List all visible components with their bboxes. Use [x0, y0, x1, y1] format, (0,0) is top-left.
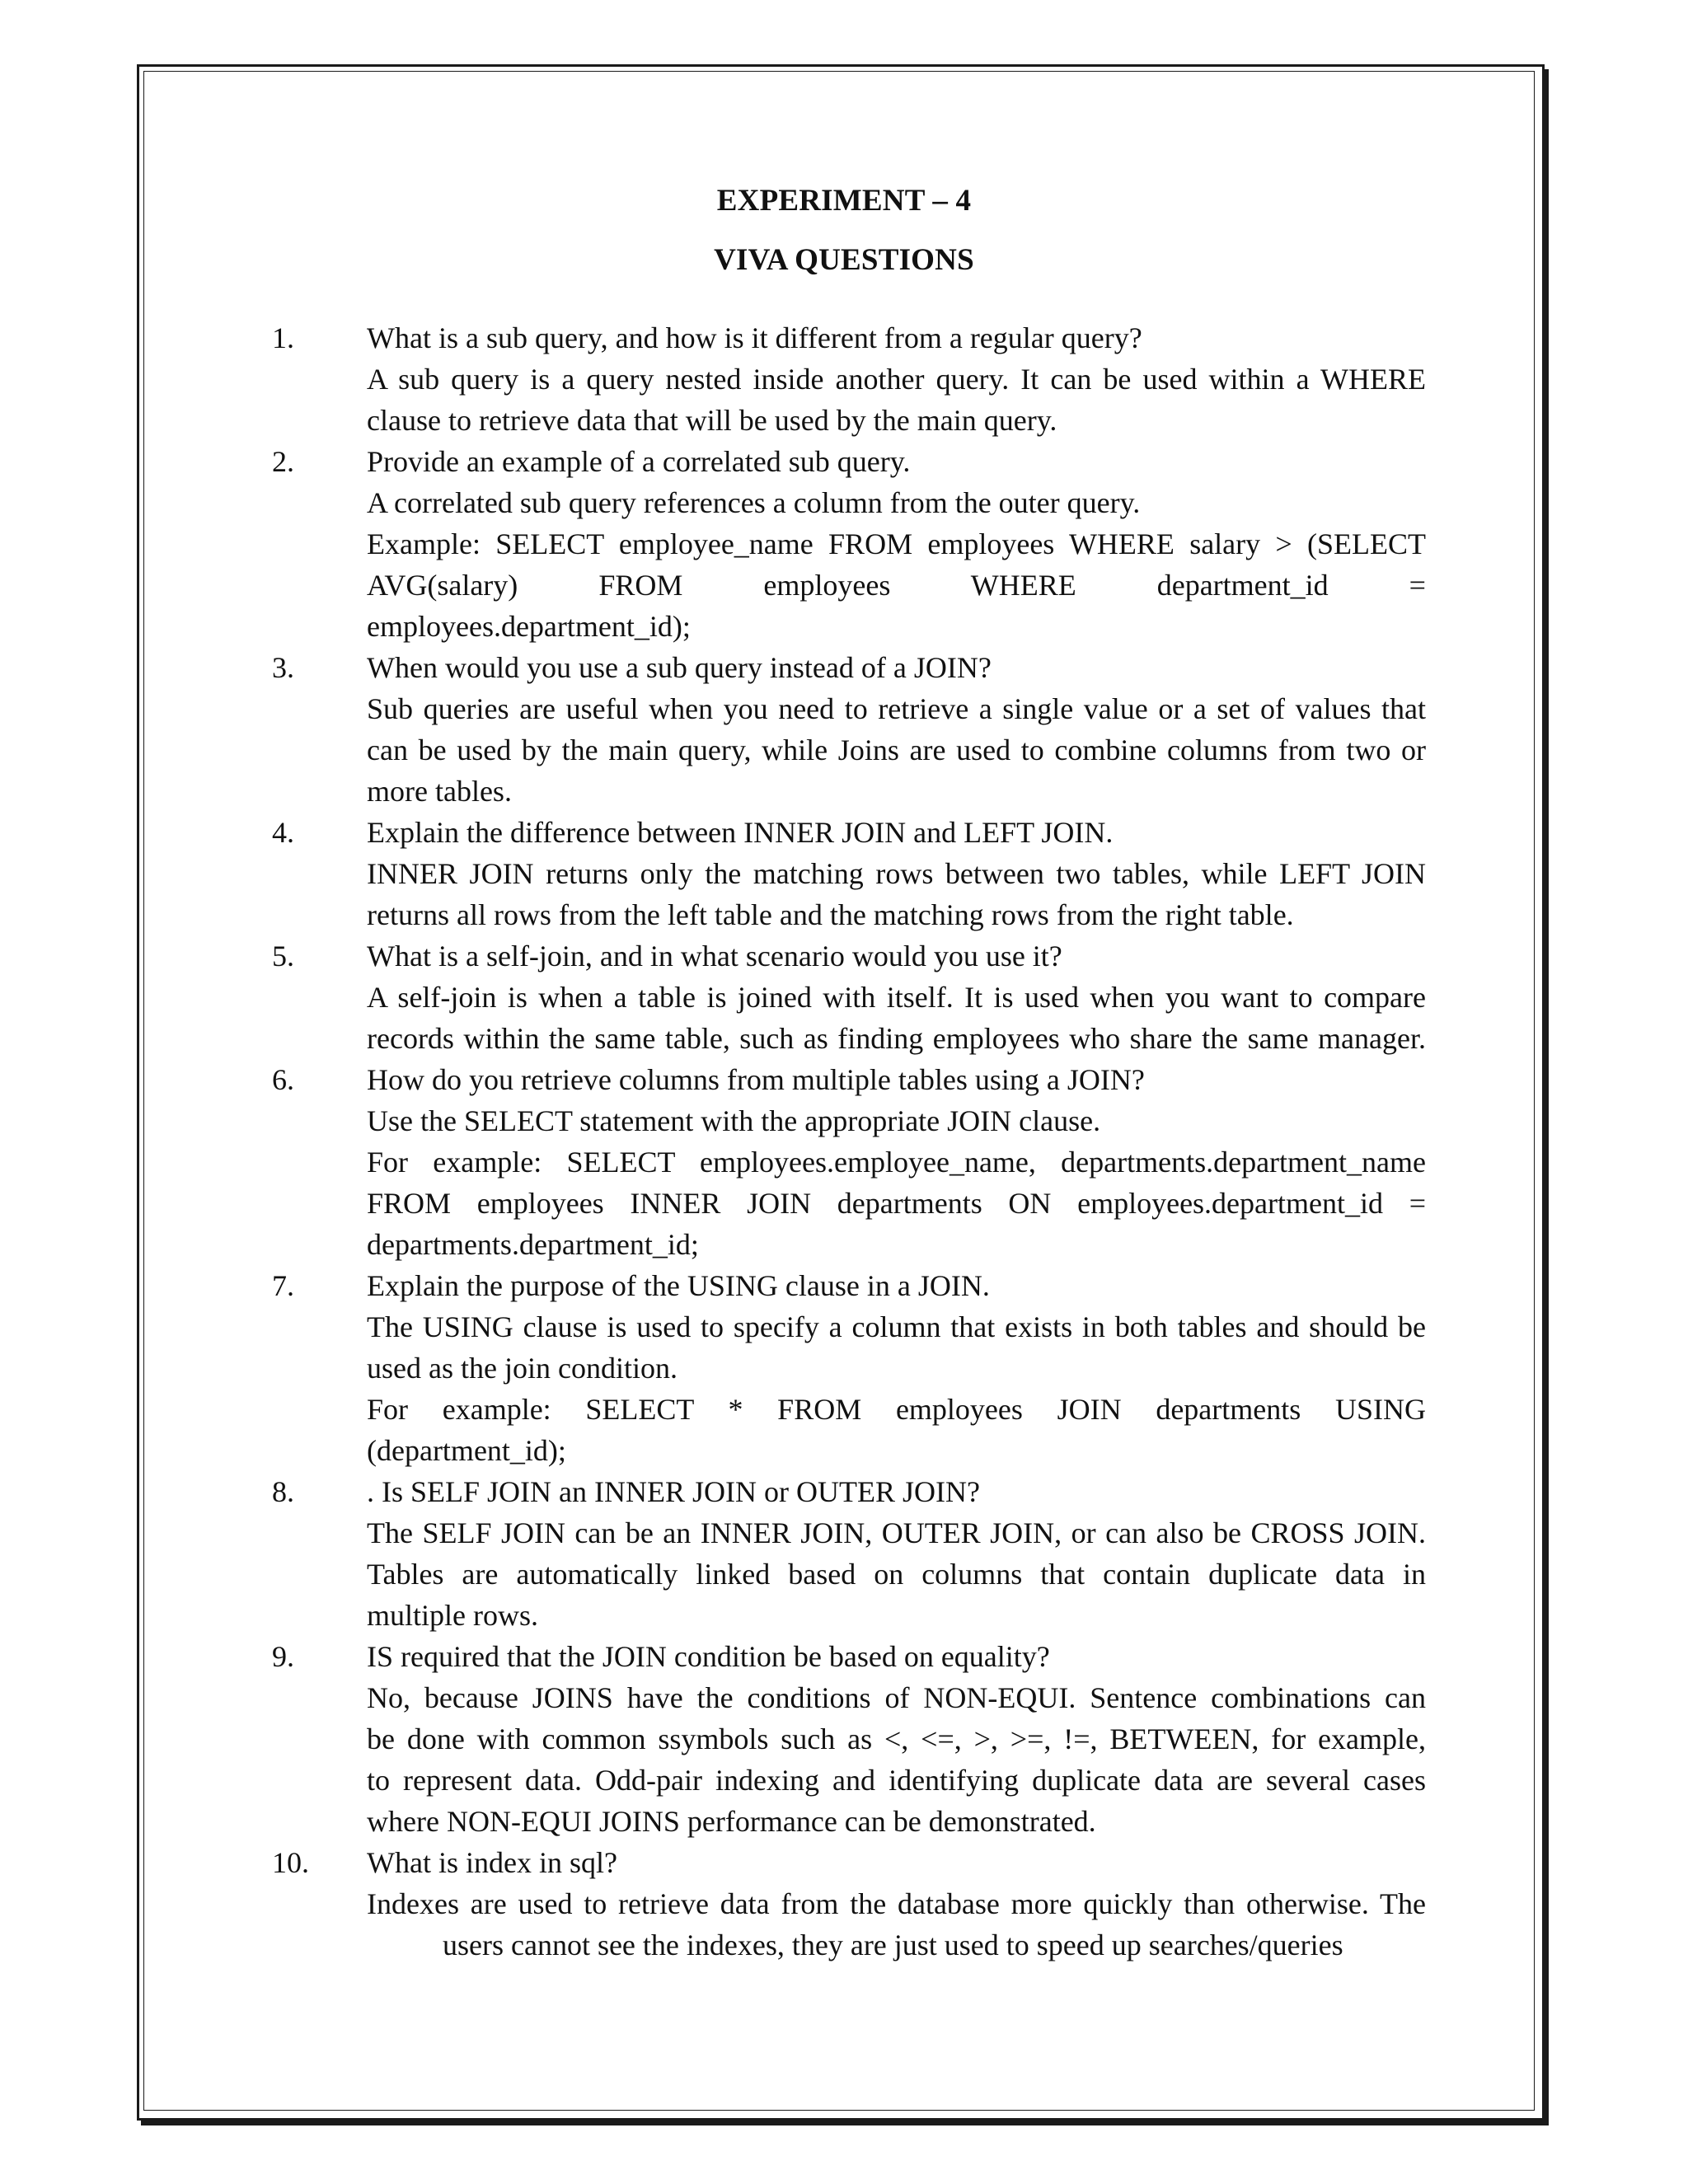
answer-text: to represent data. Odd-pair indexing and identifying duplicate data are several cases [367, 1764, 1426, 1797]
answer-text: No, because JOINS have the conditions of NON-EQUI. Sentence combinations can [367, 1681, 1426, 1714]
document-title: EXPERIMENT – 4 [716, 184, 972, 218]
answer-text: A self-join is when a table is joined with itself. It is used when you want to compare [367, 981, 1426, 1014]
answer-text: Tables are automatically linked based on columns that contain duplicate data in [367, 1558, 1426, 1591]
question-text: . Is SELF JOIN an INNER JOIN or OUTER JOIN? [367, 1475, 980, 1508]
answer-text: A sub query is a query nested inside another query. It can be used within a WHERE [367, 363, 1426, 396]
answer-text: A correlated sub query references a column from the outer query. [367, 486, 1141, 519]
question-text: What is index in sql? [367, 1846, 617, 1879]
answer-text: be done with common ssymbols such as <, <=, >, >=, !=, BETWEEN, for example, [367, 1722, 1426, 1755]
question-item [272, 441, 1426, 647]
answer-text: more tables. [367, 775, 512, 808]
question-number: 6. [272, 1063, 294, 1096]
answer-text: employees.department_id); [367, 610, 691, 643]
answer-text: FROM employees INNER JOIN departments ON employees.department_id = [367, 1187, 1426, 1220]
question-item [272, 1471, 1426, 1636]
question-number: 10. [272, 1846, 309, 1879]
answer-text: Sub queries are useful when you need to retrieve a single value or a set of values that [367, 692, 1426, 725]
question-item [272, 1842, 1426, 1966]
answer-text: Indexes are used to retrieve data from the database more quickly than otherwise. The [367, 1887, 1426, 1920]
question-number: 5. [272, 940, 294, 972]
answer-text: returns all rows from the left table and the matching rows from the right table. [367, 898, 1294, 931]
answer-text: clause to retrieve data that will be used by the main query. [367, 404, 1057, 437]
answer-text: used as the join condition. [367, 1352, 678, 1385]
question-item [272, 935, 1426, 1059]
answer-text: can be used by the main query, while Joins are used to combine columns from two or [367, 733, 1426, 766]
answer-text: departments.department_id; [367, 1228, 699, 1261]
answer-text: (department_id); [367, 1434, 566, 1467]
question-text: Provide an example of a correlated sub query. [367, 445, 911, 478]
question-text: How do you retrieve columns from multiple tables using a JOIN? [367, 1063, 1145, 1096]
answer-text: Example: SELECT employee_name FROM employees WHERE salary > (SELECT [367, 527, 1426, 560]
answer-text: For example: SELECT employees.employee_name, departments.department_name [367, 1146, 1426, 1179]
answer-text: INNER JOIN returns only the matching rows between two tables, while LEFT JOIN [367, 857, 1426, 890]
answer-text: Use the SELECT statement with the appropriate JOIN clause. [367, 1104, 1101, 1137]
answer-text: The SELF JOIN can be an INNER JOIN, OUTER JOIN, or can also be CROSS JOIN. [367, 1516, 1426, 1549]
question-item [272, 647, 1426, 812]
question-number: 1. [272, 321, 294, 354]
answer-text: where NON-EQUI JOINS performance can be demonstrated. [367, 1805, 1096, 1838]
answer-text: The USING clause is used to specify a column that exists in both tables and should be [367, 1310, 1426, 1343]
document-subtitle: VIVA QUESTIONS [714, 243, 974, 277]
question-number: 4. [272, 816, 294, 849]
answer-text: users cannot see the indexes, they are just used to speed up searches/queries [443, 1929, 1343, 1961]
question-text: Explain the difference between INNER JOIN and LEFT JOIN. [367, 816, 1114, 849]
viva-questions-list [272, 317, 1426, 1966]
question-text: What is a self-join, and in what scenario would you use it? [367, 940, 1062, 972]
question-item [272, 317, 1426, 441]
answer-text: records within the same table, such as finding employees who share the same manager. [367, 1022, 1426, 1055]
answer-text: multiple rows. [367, 1599, 538, 1632]
answer-text: AVG(salary) FROM employees WHERE department_id = [367, 569, 1426, 602]
question-number: 7. [272, 1269, 294, 1302]
question-text: IS required that the JOIN condition be based on equality? [367, 1640, 1050, 1673]
question-number: 2. [272, 445, 294, 478]
question-item [272, 1059, 1426, 1265]
question-number: 9. [272, 1640, 294, 1673]
question-number: 8. [272, 1475, 294, 1508]
answer-text: For example: SELECT * FROM employees JOIN departments USING [367, 1393, 1426, 1426]
question-text: When would you use a sub query instead of a JOIN? [367, 651, 992, 684]
question-text: What is a sub query, and how is it different from a regular query? [367, 321, 1142, 354]
question-number: 3. [272, 651, 294, 684]
question-item [272, 1636, 1426, 1842]
question-item [272, 812, 1426, 935]
question-item [272, 1265, 1426, 1471]
question-text: Explain the purpose of the USING clause in a JOIN. [367, 1269, 990, 1302]
